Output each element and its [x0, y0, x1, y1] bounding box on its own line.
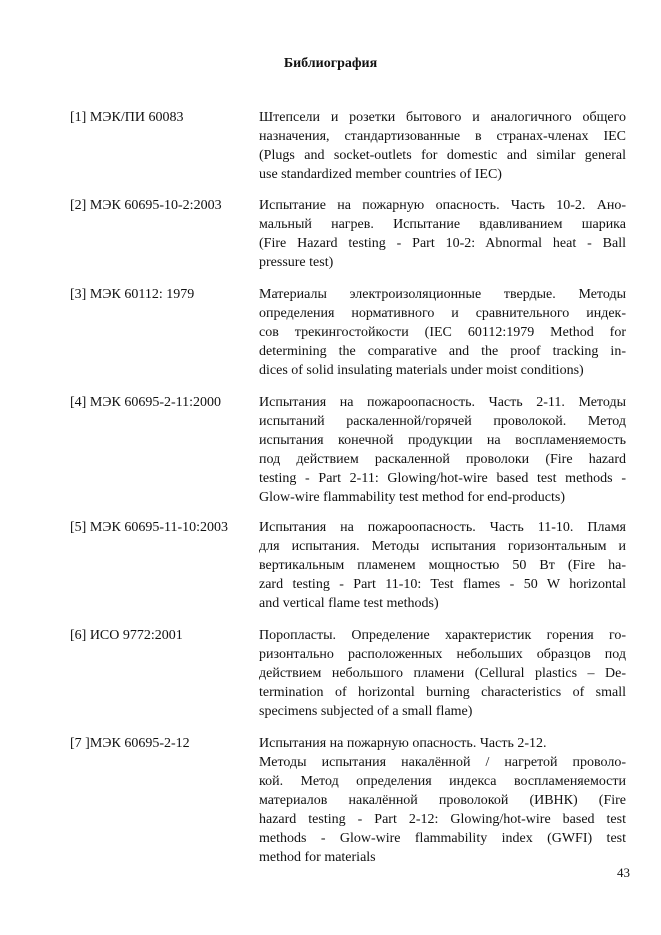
description-line: determining the comparative and the proof tracking in-	[259, 344, 626, 359]
reference-code: [5] МЭК 60695-11-10:2003	[70, 520, 229, 535]
reference-code: [6] ИСО 9772:2001	[70, 628, 183, 643]
description-line: под действием раскаленной проволоки (Fire hazard	[259, 452, 626, 467]
description-line: назначения, стандартизованные в странах-членах IEC	[259, 129, 626, 144]
description-line: материалов накалённой проволокой (ИВНК) (Fire	[259, 793, 626, 808]
reference-code: [7 ]МЭК 60695-2-12	[70, 736, 190, 751]
description-line: Штепсели и розетки бытового и аналогичного общего	[259, 110, 626, 125]
reference-description	[259, 518, 626, 613]
description-line: testing - Part 2-11: Glowing/hot-wire based test methods -	[259, 471, 626, 486]
description-line: сов трекингостойкости (IEC 60112:1979 Method for	[259, 325, 626, 340]
reference-description	[259, 285, 626, 380]
reference-description	[259, 626, 626, 721]
reference-description	[259, 393, 626, 507]
description-line: испытаний раскаленной/горячей проволокой. Метод	[259, 414, 626, 429]
description-line: испытания конечной продукции на воспламеняемость	[259, 433, 626, 448]
reference-code: [2] МЭК 60695-10-2:2003	[70, 198, 222, 213]
reference-code: [3] МЭК 60112: 1979	[70, 287, 195, 302]
description-line: вертикальным пламенем мощностью 50 Вт (Fire ha-	[259, 558, 626, 573]
description-line: zard testing - Part 11-10: Test flames - 50 W horizontal	[259, 577, 626, 592]
description-line: specimens subjected of a small flame)	[259, 704, 473, 719]
description-line: and vertical flame test methods)	[259, 596, 439, 611]
description-line: termination of horizontal burning characteristics of small	[259, 685, 626, 700]
description-line: pressure test)	[259, 255, 334, 270]
description-line: Испытания на пожароопасность. Часть 11-10. Пламя	[259, 520, 626, 535]
reference-code: [4] МЭК 60695-2-11:2000	[70, 395, 222, 410]
description-line: ризонтально расположенных небольших образцов под	[259, 647, 626, 662]
description-line: Поропласты. Определение характеристик горения го-	[259, 628, 626, 643]
description-line: dices of solid insulating materials under moist conditions)	[259, 363, 584, 378]
reference-description	[259, 108, 626, 184]
description-line: Материалы электроизоляционные твердые. Методы	[259, 287, 626, 302]
description-line: для испытания. Методы испытания горизонтальным и	[259, 539, 626, 554]
bibliography-title: Библиография	[283, 56, 378, 71]
page-number: 43	[617, 865, 630, 880]
description-line: (Plugs and socket-outlets for domestic and similar general	[259, 148, 626, 163]
description-line: hazard testing - Part 2-12: Glowing/hot-wire based test	[259, 812, 626, 827]
description-line: methods - Glow-wire flammability index (GWFI) test	[259, 831, 626, 846]
description-line: действием небольшого пламени (Cellural plastics – De-	[259, 666, 626, 681]
description-line: (Fire Hazard testing - Part 10-2: Abnormal heat - Ball	[259, 236, 626, 251]
description-line: Glow-wire flammability test method for end-products)	[259, 490, 565, 505]
description-line: определения нормативного и сравнительного индек-	[259, 306, 626, 321]
reference-description	[259, 196, 626, 272]
description-line: method for materials	[259, 850, 376, 865]
description-line: Испытания на пожарную опасность. Часть 2-12.	[259, 736, 547, 751]
reference-description	[259, 734, 626, 867]
description-line: use standardized member countries of IEC)	[259, 167, 502, 182]
description-line: Испытание на пожарную опасность. Часть 10-2. Ано-	[259, 198, 626, 213]
description-line: мальный нагрев. Испытание вдавливанием шарика	[259, 217, 626, 232]
description-line: Методы испытания накалённой / нагретой проволо-	[259, 755, 626, 770]
description-line: Испытания на пожароопасность. Часть 2-11. Методы	[259, 395, 626, 410]
description-line: кой. Метод определения индекса воспламеняемости	[259, 774, 626, 789]
reference-code: [1] МЭК/ПИ 60083	[70, 110, 184, 125]
